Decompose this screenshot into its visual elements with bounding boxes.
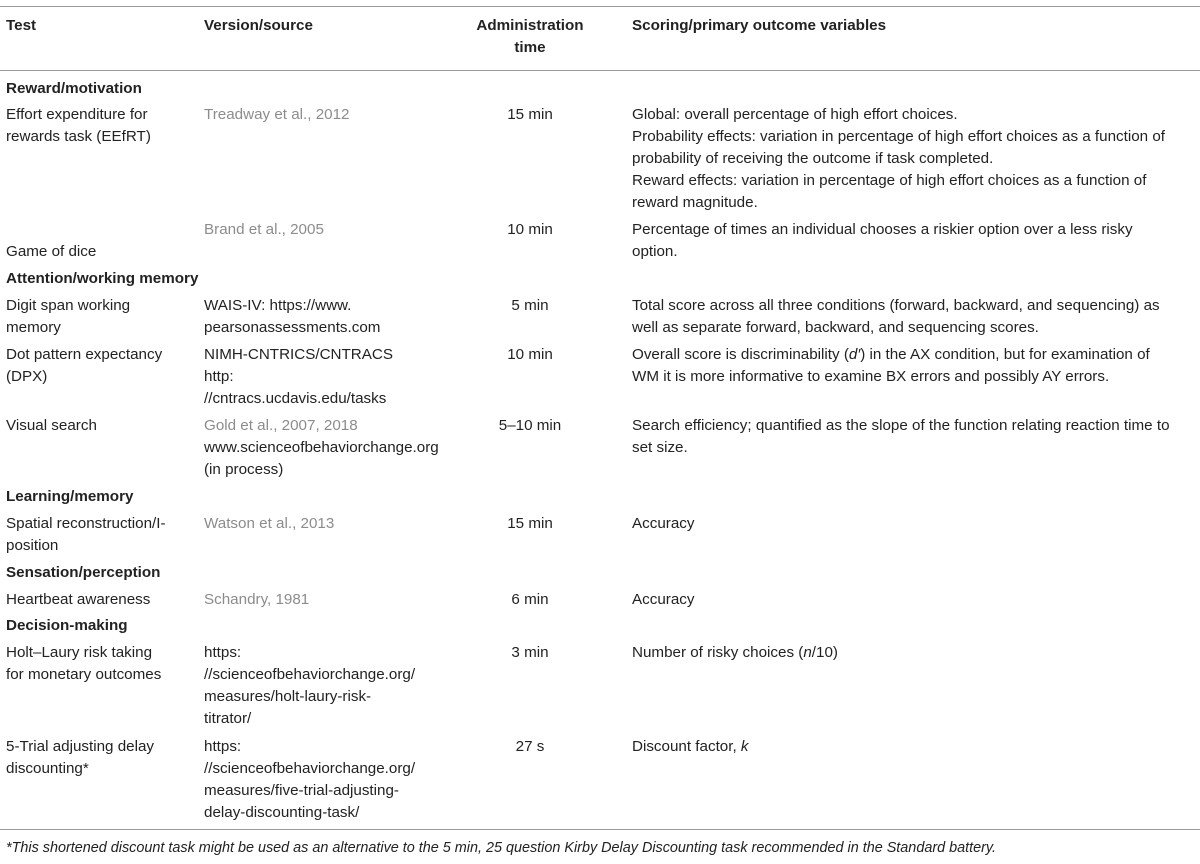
- header-admin-time: Administration time: [476, 17, 584, 56]
- row-scoring: Accuracy: [632, 591, 695, 608]
- bottom-rule: [0, 829, 1200, 830]
- k-symbol: k: [740, 738, 749, 755]
- row-test: 5-Trial adjusting delay discounting*: [6, 738, 155, 777]
- section-title: Reward/motivation: [6, 80, 142, 97]
- scoring-text: /10): [811, 644, 838, 661]
- row-test: Visual search: [6, 417, 97, 434]
- section-title: Attention/working memory: [6, 270, 199, 287]
- row-source: [204, 415, 462, 481]
- row-source: Schandry, 1981: [204, 591, 310, 608]
- row-time: 10 min: [507, 346, 553, 363]
- row-scoring: Total score across all three conditions (forward, backward, and sequencing) as well as separate forward, backward, and sequencing scores.: [632, 297, 1160, 336]
- top-rule: [0, 6, 1200, 7]
- row-test: Heartbeat awareness: [6, 591, 151, 608]
- row-test: Digit span working memory: [6, 297, 131, 336]
- row-test: Dot pattern expectancy (DPX): [6, 346, 163, 385]
- scoring-text: Discount factor,: [632, 738, 741, 755]
- row-scoring: Percentage of times an individual chooses a riskier option over a less risky option.: [632, 221, 1133, 260]
- scoring-text: Number of risky choices (: [632, 644, 804, 661]
- row-time: 15 min: [507, 106, 553, 123]
- row-time: 5 min: [511, 297, 549, 314]
- row-test: Game of dice: [6, 243, 97, 260]
- row-time: 27 s: [515, 738, 545, 755]
- header-test: Test: [6, 17, 37, 34]
- row-source: WAIS-IV: https://www. pearsonassessments.com: [204, 297, 381, 336]
- row-test: Holt–Laury risk taking for monetary outcomes: [6, 644, 162, 683]
- source-citation: Gold et al., 2007, 2018: [204, 417, 358, 434]
- scoring-text: ) in the AX condition, but for examination of WM it is more informative to examine BX errors and possibly AY errors.: [632, 346, 1150, 385]
- row-test: Effort expenditure for rewards task (EEfRT): [6, 106, 151, 145]
- row-source: https: //scienceofbehaviorchange.org/ measures/five-trial-adjusting- delay-discounting-task/: [204, 738, 416, 821]
- row-time: 10 min: [507, 221, 553, 238]
- row-scoring: Accuracy: [632, 515, 695, 532]
- row-test: Spatial reconstruction/I- position: [6, 515, 166, 554]
- section-title: Decision-making: [6, 617, 128, 634]
- scoring-text: Overall score is discriminability (: [632, 346, 849, 363]
- row-source: https: //scienceofbehaviorchange.org/ measures/holt-laury-risk- titrator/: [204, 644, 416, 727]
- row-source: Brand et al., 2005: [204, 221, 324, 238]
- section-title: Sensation/perception: [6, 564, 161, 581]
- header-version: Version/source: [204, 17, 313, 34]
- row-time: 5–10 min: [498, 417, 562, 434]
- row-scoring: [632, 642, 1198, 664]
- row-scoring: [632, 736, 1198, 758]
- row-scoring: Search efficiency; quantified as the slope of the function relating reaction time to set size.: [632, 417, 1170, 456]
- row-source: Treadway et al., 2012: [204, 106, 350, 123]
- row-source: NIMH-CNTRICS/CNTRACS http: //cntracs.ucdavis.edu/tasks: [204, 346, 393, 407]
- n-symbol: n: [803, 644, 812, 661]
- header-rule: [0, 70, 1200, 71]
- d-prime-symbol: d′: [848, 346, 861, 363]
- row-time: 15 min: [507, 515, 553, 532]
- row-source: Watson et al., 2013: [204, 515, 335, 532]
- row-scoring: Global: overall percentage of high effort choices. Probability effects: variation in percentage of high effort choices as a function of probability of receiving the outcome if task completed. Reward effects: variation in percentage of high effort choices as a function of reward magnitude.: [632, 106, 1166, 211]
- footnote: *This shortened discount task might be used as an alternative to the 5 min, 25 question Kirby Delay Discounting task recommended in the Standard battery.: [6, 840, 997, 856]
- header-scoring: Scoring/primary outcome variables: [632, 17, 887, 34]
- source-url: www.scienceofbehaviorchange.org (in process): [204, 439, 439, 478]
- row-time: 6 min: [511, 591, 549, 608]
- section-title: Learning/memory: [6, 488, 134, 505]
- row-time: 3 min: [511, 644, 549, 661]
- row-scoring: [632, 344, 1198, 388]
